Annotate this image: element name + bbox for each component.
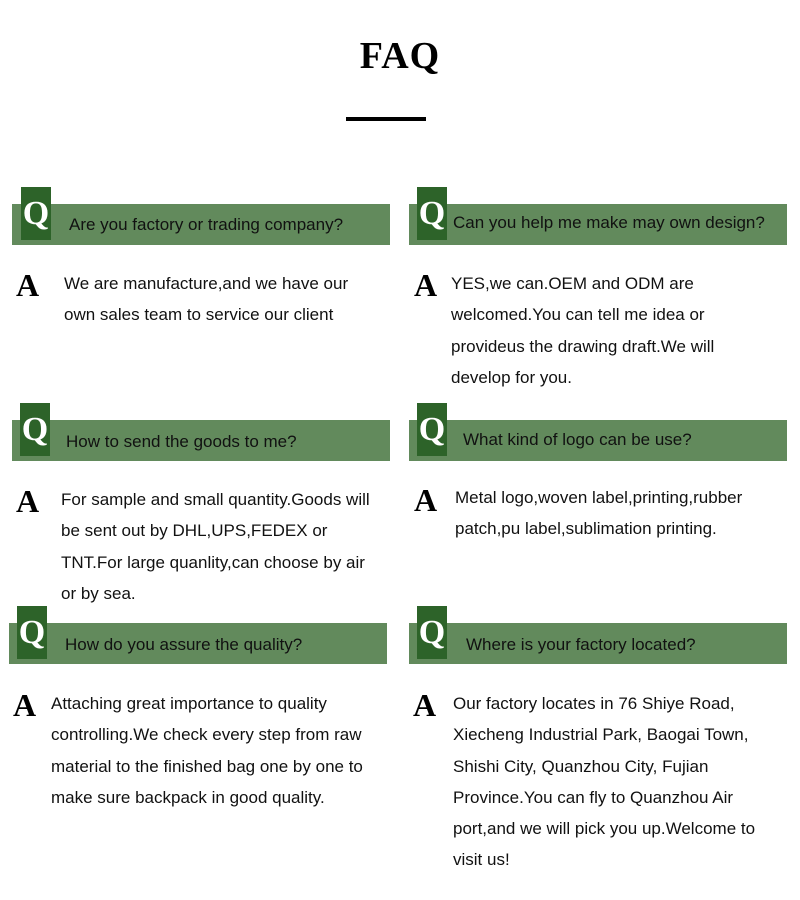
question-text: How do you assure the quality?: [65, 635, 303, 654]
page-title: FAQ: [359, 35, 441, 77]
q-badge-icon: Q: [417, 606, 447, 659]
q-badge-icon: Q: [417, 403, 447, 456]
answer-text: For sample and small quantity.Goods will be sent out by DHL,UPS,FEDEX or TNT.For large quanlity,can choose by air or by sea.: [61, 490, 370, 603]
q-badge-icon: Q: [417, 187, 447, 240]
answer-text: Our factory locates in 76 Shiye Road, Xiecheng Industrial Park, Baogai Town, Shishi City, Quanzhou City, Fujian Province.You can fly to Quanzhou Air port,and we will pick you up.Welcome to visit us!: [453, 694, 756, 870]
a-marker-icon: A: [16, 483, 40, 519]
answer-text: YES,we can.OEM and ODM are welcomed.You can tell me idea or provideus the drawing draft.We will develop for you.: [451, 274, 715, 387]
a-marker-icon: A: [13, 687, 37, 723]
q-badge-icon: Q: [21, 187, 51, 240]
q-badge-icon: Q: [17, 606, 47, 659]
question-text: Where is your factory located?: [466, 635, 696, 654]
question-text: Are you factory or trading company?: [69, 215, 344, 234]
a-marker-icon: A: [16, 267, 40, 303]
answer-text: We are manufacture,and we have our own sales team to service our client: [64, 274, 349, 325]
a-marker-icon: A: [414, 482, 438, 518]
question-text: How to send the goods to me?: [66, 432, 297, 451]
question-text: What kind of logo can be use?: [463, 430, 692, 449]
title-underline: [346, 117, 426, 121]
answer-text: Metal logo,woven label,printing,rubber patch,pu label,sublimation printing.: [455, 488, 743, 539]
a-marker-icon: A: [413, 687, 437, 723]
a-marker-icon: A: [414, 267, 438, 303]
question-text: Can you help me make may own design?: [453, 213, 765, 232]
q-badge-icon: Q: [20, 403, 50, 456]
answer-text: Attaching great importance to quality controlling.We check every step from raw material to the finished bag one by one to make sure backpack in good quality.: [51, 694, 363, 807]
